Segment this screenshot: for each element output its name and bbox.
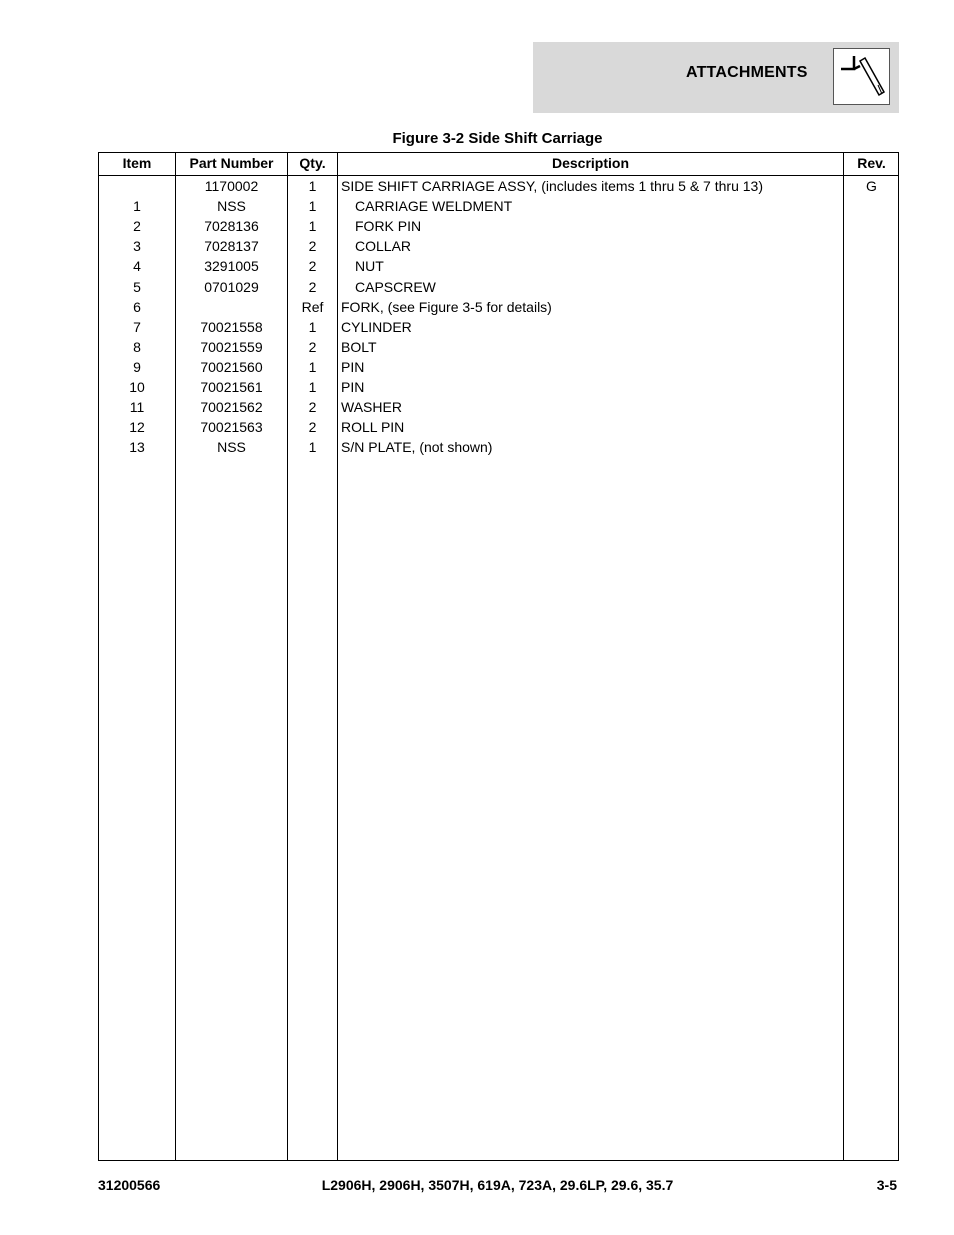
description-cell: CARRIAGE WELDMENT: [355, 198, 513, 215]
qty-cell: 2: [308, 419, 317, 436]
table-row: [99, 337, 898, 357]
item-cell: 13: [129, 439, 145, 456]
table-row: [99, 256, 898, 276]
part-number-cell: 70021561: [200, 379, 263, 395]
description-cell: BOLT: [341, 338, 377, 355]
description-cell: FORK PIN: [355, 218, 422, 235]
qty-cell: 2: [308, 238, 317, 255]
part-number-cell: 1170002: [204, 178, 259, 194]
column-header-rev: Rev.: [857, 155, 886, 171]
item-cell: 10: [129, 379, 145, 395]
qty-cell: 1: [308, 379, 317, 395]
table-row: [99, 317, 898, 337]
part-number-cell: 70021563: [200, 419, 263, 436]
wrench-icon: [833, 48, 890, 105]
part-number-cell: 0701029: [204, 278, 259, 295]
qty-cell: Ref: [301, 298, 324, 315]
description-cell: ROLL PIN: [341, 419, 405, 436]
table-row: [99, 196, 898, 216]
column-header-description: Description: [551, 155, 629, 171]
item-cell: 8: [133, 338, 141, 355]
description-cell: CYLINDER: [341, 318, 412, 335]
qty-cell: 1: [308, 318, 317, 335]
description-cell: PIN: [341, 358, 365, 375]
item-cell: 2: [133, 218, 141, 235]
qty-cell: 1: [308, 218, 317, 235]
description-cell: SIDE SHIFT CARRIAGE ASSY, (includes items 1 thru 5 & 7 thru 13): [341, 178, 763, 194]
section-title: ATTACHMENTS: [686, 64, 808, 81]
description-cell: WASHER: [341, 399, 402, 416]
part-number-cell: 70021562: [200, 399, 263, 416]
column-header-part-number: Part Number: [189, 155, 274, 171]
table-row: [99, 176, 898, 196]
part-number-cell: 3291005: [204, 258, 259, 275]
table-row: [99, 236, 898, 256]
table-row: [99, 357, 898, 377]
column-header-item: Item: [122, 155, 152, 171]
parts-table: [98, 152, 899, 1161]
description-cell: S/N PLATE, (not shown): [341, 439, 493, 456]
part-number-cell: 70021559: [200, 338, 263, 355]
description-cell: FORK, (see Figure 3-5 for details): [341, 298, 552, 315]
qty-cell: 2: [308, 338, 317, 355]
item-cell: 12: [129, 419, 145, 436]
qty-cell: 2: [308, 278, 317, 295]
model-list: L2906H, 2906H, 3507H, 619A, 723A, 29.6LP, 29.6, 35.7: [321, 1177, 674, 1193]
column-header-qty: Qty.: [299, 155, 326, 171]
description-cell: CAPSCREW: [355, 278, 436, 295]
item-cell: 4: [133, 258, 141, 275]
item-cell: 7: [133, 318, 141, 335]
item-cell: 1: [133, 198, 141, 215]
part-number-cell: 70021560: [200, 358, 263, 375]
table-row: [99, 377, 898, 397]
rev-cell: G: [866, 178, 877, 194]
part-number-cell: 70021558: [200, 318, 263, 335]
figure-title: Figure 3-2 Side Shift Carriage: [392, 130, 603, 147]
qty-cell: 1: [308, 439, 317, 456]
qty-cell: 1: [308, 358, 317, 375]
table-row: [99, 437, 898, 457]
doc-number: 31200566: [98, 1177, 161, 1193]
description-cell: PIN: [341, 379, 365, 395]
part-number-cell: 7028137: [204, 238, 259, 255]
qty-cell: 1: [308, 198, 317, 215]
table-row: [99, 397, 898, 417]
table-row: [99, 277, 898, 297]
item-cell: 5: [133, 278, 141, 295]
part-number-cell: 7028136: [204, 218, 259, 235]
table-row: [99, 417, 898, 437]
table-row: [99, 216, 898, 236]
item-cell: 6: [133, 298, 141, 315]
item-cell: 3: [133, 238, 141, 255]
page-number: 3-5: [876, 1177, 897, 1193]
table-row: [99, 297, 898, 317]
part-number-cell: NSS: [217, 439, 246, 456]
description-cell: COLLAR: [355, 238, 412, 255]
item-cell: 9: [133, 358, 141, 375]
qty-cell: 1: [308, 178, 317, 194]
qty-cell: 2: [308, 258, 317, 275]
description-cell: NUT: [355, 258, 384, 275]
part-number-cell: NSS: [217, 198, 246, 215]
qty-cell: 2: [308, 399, 317, 416]
item-cell: 11: [129, 399, 145, 416]
